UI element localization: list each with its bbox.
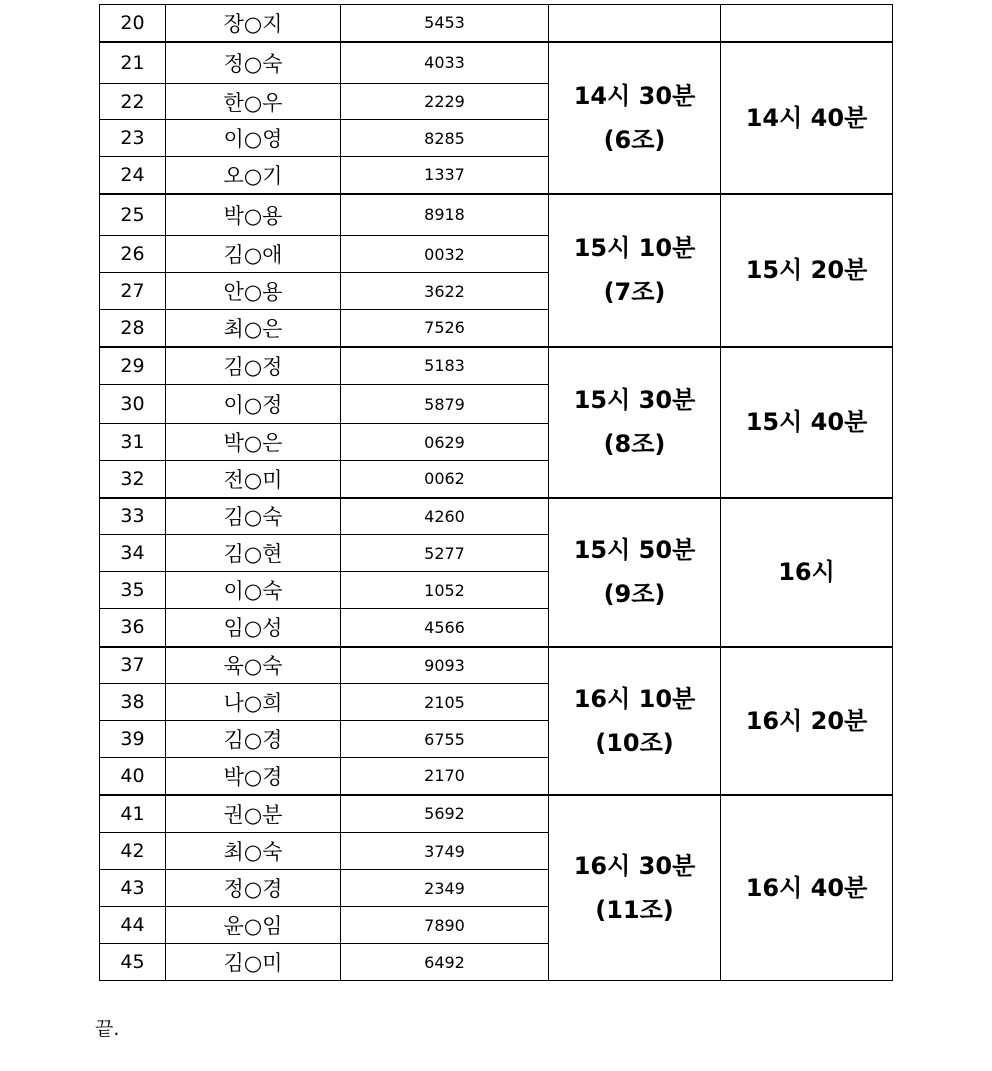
participant-code: 5453: [341, 5, 549, 42]
time-cell-empty: [721, 5, 893, 42]
participant-code: 5692: [341, 795, 549, 833]
participant-name: 이○숙: [166, 572, 341, 609]
time-cell-empty: [549, 5, 721, 42]
group-time: 15시 30분: [573, 386, 696, 414]
row-number: 34: [100, 535, 166, 572]
participant-name: 오○기: [166, 157, 341, 194]
row-number: 31: [100, 424, 166, 461]
row-number: 22: [100, 84, 166, 120]
row-number: 27: [100, 273, 166, 310]
row-number: 39: [100, 721, 166, 758]
row-number: 26: [100, 236, 166, 273]
group-team: (11조): [595, 895, 674, 924]
row-number: 21: [100, 42, 166, 84]
participant-code: 8918: [341, 194, 549, 236]
participant-code: 1052: [341, 572, 549, 609]
group-end-time: 15시 40분: [721, 347, 893, 498]
participant-code: 4033: [341, 42, 549, 84]
participant-code: 3622: [341, 273, 549, 310]
schedule-table: [99, 4, 893, 981]
end-mark: 끝.: [95, 1018, 120, 1040]
group-team: (7조): [603, 278, 666, 306]
participant-code: 0062: [341, 461, 549, 498]
participant-code: 0629: [341, 424, 549, 461]
participant-code: 2229: [341, 84, 549, 120]
participant-name: 김○정: [166, 347, 341, 385]
row-number: 23: [100, 120, 166, 157]
group-end-time: 14시 40분: [721, 42, 893, 194]
row-number: 30: [100, 385, 166, 424]
table-row: [100, 347, 893, 385]
row-number: 45: [100, 944, 166, 981]
participant-code: 4260: [341, 498, 549, 535]
row-number: 29: [100, 347, 166, 385]
group-team: (8조): [603, 430, 666, 458]
group-time: 15시 50분: [573, 536, 696, 564]
group-start-time: [549, 194, 721, 347]
participant-name: 최○은: [166, 310, 341, 347]
participant-name: 정○숙: [166, 42, 341, 84]
row-number: 33: [100, 498, 166, 535]
participant-code: 1337: [341, 157, 549, 194]
group-end-time: 16시: [721, 498, 893, 647]
participant-code: 6755: [341, 721, 549, 758]
participant-name: 장○지: [166, 5, 341, 42]
row-number: 42: [100, 833, 166, 870]
table-row: [100, 795, 893, 833]
row-number: 44: [100, 907, 166, 944]
participant-name: 육○숙: [166, 647, 341, 684]
group-end-time: 16시 20분: [721, 647, 893, 795]
row-number: 25: [100, 194, 166, 236]
participant-name: 김○미: [166, 944, 341, 981]
table-row: [100, 498, 893, 535]
group-time: 16시 30분: [573, 851, 696, 880]
participant-code: 2105: [341, 684, 549, 721]
group-end-time: 15시 20분: [721, 194, 893, 347]
participant-code: 2349: [341, 870, 549, 907]
row-number: 41: [100, 795, 166, 833]
table-row: [100, 5, 893, 42]
participant-name: 박○경: [166, 758, 341, 795]
participant-code: 5183: [341, 347, 549, 385]
participant-name: 권○분: [166, 795, 341, 833]
participant-code: 4566: [341, 609, 549, 647]
participant-name: 박○용: [166, 194, 341, 236]
row-number: 24: [100, 157, 166, 194]
participant-name: 이○영: [166, 120, 341, 157]
group-team: (10조): [595, 728, 674, 757]
group-start-time: [549, 647, 721, 795]
participant-name: 박○은: [166, 424, 341, 461]
participant-code: 3749: [341, 833, 549, 870]
participant-name: 나○희: [166, 684, 341, 721]
row-number: 43: [100, 870, 166, 907]
participant-name: 전○미: [166, 461, 341, 498]
participant-name: 이○정: [166, 385, 341, 424]
row-number: 20: [100, 5, 166, 42]
participant-name: 윤○임: [166, 907, 341, 944]
group-start-time: [549, 498, 721, 647]
participant-name: 정○경: [166, 870, 341, 907]
table-row: [100, 647, 893, 684]
group-end-time: 16시 40분: [721, 795, 893, 981]
row-number: 38: [100, 684, 166, 721]
group-start-time: [549, 42, 721, 194]
participant-code: 8285: [341, 120, 549, 157]
participant-name: 김○애: [166, 236, 341, 273]
table-row: [100, 42, 893, 84]
group-time: 14시 30분: [573, 81, 696, 110]
participant-name: 최○숙: [166, 833, 341, 870]
table-row: [100, 194, 893, 236]
row-number: 32: [100, 461, 166, 498]
participant-name: 안○용: [166, 273, 341, 310]
row-number: 35: [100, 572, 166, 609]
group-team: (6조): [603, 125, 666, 154]
participant-name: 김○경: [166, 721, 341, 758]
group-time: 16시 10분: [573, 684, 696, 713]
participant-code: 0032: [341, 236, 549, 273]
participant-code: 5879: [341, 385, 549, 424]
group-team: (9조): [603, 580, 666, 608]
participant-code: 6492: [341, 944, 549, 981]
participant-code: 2170: [341, 758, 549, 795]
row-number: 37: [100, 647, 166, 684]
participant-name: 김○현: [166, 535, 341, 572]
participant-name: 임○성: [166, 609, 341, 647]
row-number: 40: [100, 758, 166, 795]
participant-name: 한○우: [166, 84, 341, 120]
group-time: 15시 10분: [573, 234, 696, 262]
group-start-time: [549, 795, 721, 981]
row-number: 28: [100, 310, 166, 347]
group-start-time: [549, 347, 721, 498]
participant-code: 5277: [341, 535, 549, 572]
participant-name: 김○숙: [166, 498, 341, 535]
participant-code: 7890: [341, 907, 549, 944]
participant-code: 7526: [341, 310, 549, 347]
row-number: 36: [100, 609, 166, 647]
participant-code: 9093: [341, 647, 549, 684]
